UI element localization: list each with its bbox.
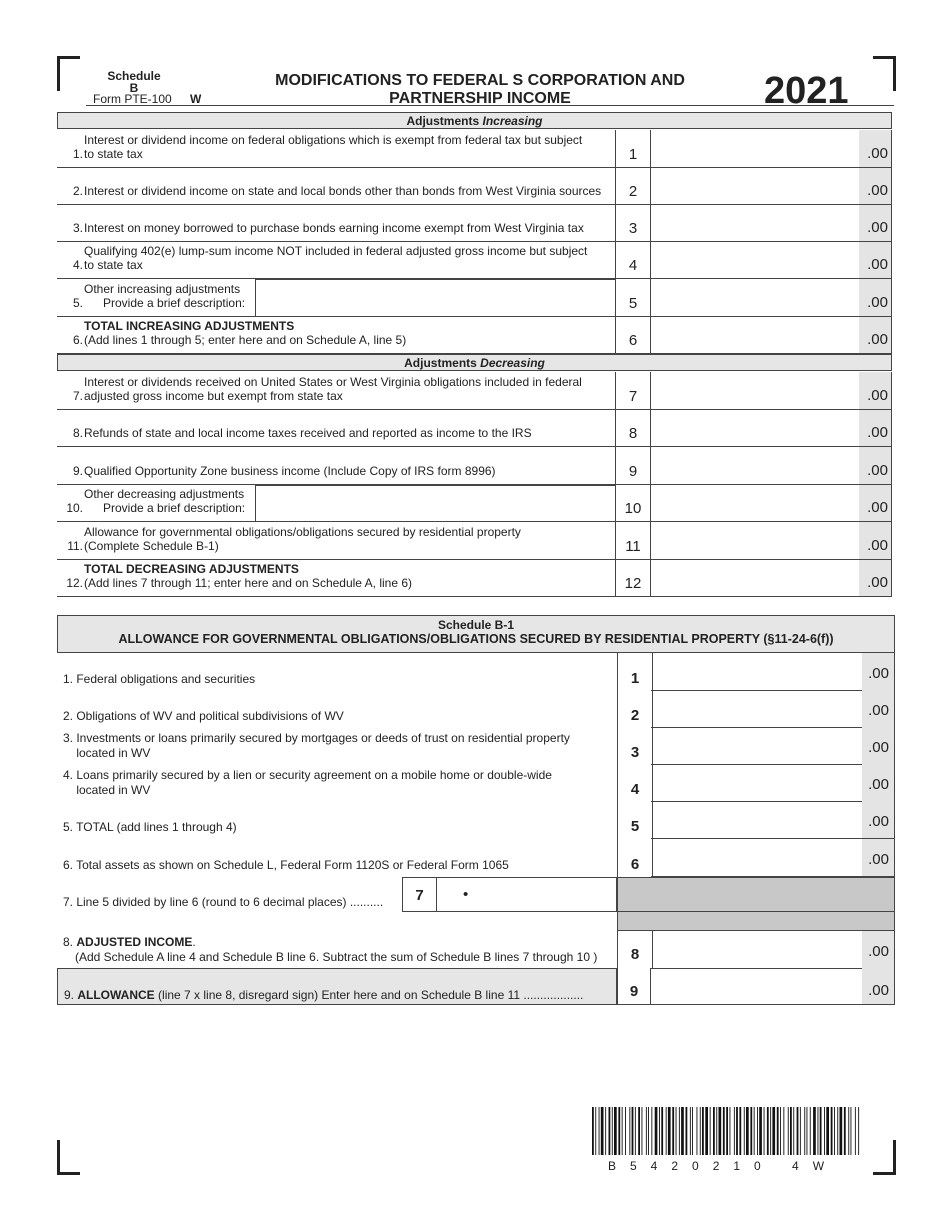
- cents-field: [859, 560, 891, 596]
- line-description: [57, 372, 615, 409]
- barcode-bar: [837, 1107, 838, 1155]
- barcode-bar: [632, 1107, 634, 1155]
- barcode-bar: [777, 1107, 779, 1155]
- corner-mark-top-left: [57, 56, 80, 91]
- line-number: 6.: [72, 333, 83, 347]
- b1-line-4: [57, 764, 895, 802]
- b1-amount-field[interactable]: [651, 727, 895, 765]
- line-text: Interest on money borrowed to purchase bonds earning income exempt from West Virginia tax: [84, 221, 584, 235]
- barcode-bar: [601, 1107, 604, 1155]
- b1-line-5: [57, 801, 895, 839]
- line-text: Qualifying 402(e) lump-sum income NOT included in federal adjusted gross income but subject: [84, 244, 588, 258]
- line-box-number: [615, 560, 651, 596]
- cents-value: .00: [867, 182, 888, 199]
- barcode: [592, 1107, 860, 1155]
- decreasing-line-10: [57, 485, 892, 522]
- line-description: [57, 205, 615, 241]
- line-text: Other decreasing adjustments: [84, 487, 245, 501]
- barcode-bar: [767, 1107, 769, 1155]
- b1-line-box-number-value: 4: [630, 781, 640, 798]
- amount-field[interactable]: [649, 447, 892, 484]
- line-box-number-value: 7: [628, 388, 638, 405]
- line-box-number: [615, 485, 651, 521]
- b1-line8-bold: ADJUSTED INCOME: [76, 935, 193, 949]
- b1-line-text-2: located in WV: [63, 746, 151, 760]
- barcode-bar: [813, 1107, 816, 1155]
- line-description: [57, 279, 615, 316]
- increasing-heading-prefix: Adjustments: [406, 114, 483, 128]
- line-text: Interest or dividends received on United States or West Virginia obligations included in federal: [84, 375, 582, 389]
- barcode-bar: [855, 1107, 856, 1155]
- cents-field: [859, 447, 891, 484]
- b1-line-box-number-value: 1: [630, 670, 640, 687]
- amount-field[interactable]: [649, 410, 892, 446]
- line-number: 1.: [72, 147, 83, 161]
- barcode-bar: [736, 1107, 738, 1155]
- b1-line-text-2: located in WV: [63, 783, 151, 797]
- form-suffix: W: [190, 92, 202, 106]
- barcode-bar: [840, 1107, 843, 1155]
- page-title: [230, 72, 730, 108]
- line-box-number: [615, 205, 651, 241]
- amount-field[interactable]: [649, 205, 892, 241]
- line-box-number-value: 3: [628, 220, 638, 237]
- barcode-bar: [661, 1107, 663, 1155]
- line-number: 2.: [72, 184, 83, 198]
- b1-cents-field: [862, 839, 894, 876]
- b1-line-text-2: 6. Total assets as shown on Schedule L, Federal Form 1120S or Federal Form 1065: [63, 858, 509, 872]
- b1-shaded-area: [617, 877, 895, 931]
- b1-line9-bold: ALLOWANCE: [77, 988, 155, 1002]
- line-box-number: [615, 410, 651, 446]
- b1-line-description: [57, 727, 617, 765]
- increasing-line-1: [57, 130, 892, 168]
- barcode-bar: [686, 1107, 688, 1155]
- tax-year: 2021: [764, 70, 849, 112]
- b1-line7-label: 7. Line 5 divided by line 6 (round to 6 decimal places) ..........: [63, 895, 384, 909]
- b1-line-box-number-value: 2: [630, 707, 640, 724]
- line-box-number-value: 8: [628, 425, 638, 442]
- barcode-bar: [648, 1107, 649, 1155]
- line-box-number: [615, 168, 651, 204]
- barcode-bar: [820, 1107, 822, 1155]
- b1-amount-field[interactable]: [651, 653, 895, 691]
- cents-field: [859, 485, 891, 521]
- line-box-number-value: 2: [628, 183, 638, 200]
- cents-value: .00: [867, 574, 888, 591]
- b1-cents-value: .00: [868, 851, 889, 868]
- title-line-1: MODIFICATIONS TO FEDERAL S CORPORATION AND: [275, 72, 685, 89]
- line-text: Refunds of state and local income taxes received and reported as income to the IRS: [84, 426, 532, 440]
- barcode-bar: [595, 1107, 596, 1155]
- barcode-text: B5420210 4W: [608, 1159, 839, 1173]
- line-box-number-value: 12: [624, 575, 642, 592]
- line-box-number: [615, 242, 651, 278]
- cents-value: .00: [867, 256, 888, 273]
- b1-line-6: [57, 839, 895, 877]
- b1-line9-box: 9: [617, 968, 651, 1005]
- barcode-bar: [681, 1107, 684, 1155]
- decreasing-line-12: [57, 560, 892, 597]
- barcode-bar: [592, 1107, 594, 1155]
- b1-line-box-number-value: 5: [630, 818, 640, 835]
- b1-line-text-2: 2. Obligations of WV and political subdivisions of WV: [63, 709, 344, 723]
- decimal-point: •: [463, 886, 469, 903]
- line-number: 3.: [72, 221, 83, 235]
- increasing-line-4: [57, 242, 892, 279]
- schedule-label: [100, 70, 168, 94]
- barcode-bar: [638, 1107, 640, 1155]
- barcode-bar: [723, 1107, 725, 1155]
- barcode-bar: [783, 1107, 784, 1155]
- b1-line-box-number-value: 6: [630, 856, 640, 873]
- schedule-b1-title: Schedule B-1: [437, 618, 515, 632]
- line-box-number-value: 9: [628, 463, 638, 480]
- cents-field: [859, 410, 891, 446]
- line-box-number-value: 10: [624, 500, 642, 517]
- b1-line8-subtext: (Add Schedule A line 4 and Schedule B line 6. Subtract the sum of Schedule B lines 7 through 10 ): [75, 950, 598, 964]
- line-text: Qualified Opportunity Zone business income (Include Copy of IRS form 8996): [84, 464, 496, 478]
- barcode-bar: [609, 1107, 611, 1155]
- line-text-2: (Add lines 7 through 11; enter here and on Schedule A, line 6): [84, 576, 413, 590]
- barcode-bar: [646, 1107, 647, 1155]
- barcode-bar: [726, 1107, 728, 1155]
- line-number: 11.: [67, 539, 83, 553]
- corner-mark-top-right: [873, 56, 896, 91]
- b1-line8-num: 8.: [63, 935, 74, 949]
- b1-line9-rest: (line 7 x line 8, disregard sign) Enter here and on Schedule B line 11 ..................: [158, 988, 584, 1002]
- line-text: Interest or dividend income on state and local bonds other than bonds from West Virginia sources: [84, 184, 602, 198]
- corner-mark-bottom-left: [57, 1140, 80, 1175]
- barcode-bar: [642, 1107, 643, 1155]
- cents-value: .00: [867, 424, 888, 441]
- barcode-bar: [713, 1107, 715, 1155]
- line-description: [57, 242, 615, 278]
- cents-field: [859, 130, 891, 167]
- line-text: Other increasing adjustments: [84, 282, 241, 296]
- barcode-bar: [635, 1107, 636, 1155]
- b1-line8-cents-value: .00: [868, 943, 889, 960]
- b1-line-3: [57, 727, 895, 765]
- b1-cents-field: [862, 653, 894, 690]
- cents-value: .00: [867, 537, 888, 554]
- schedule-b1-subtitle: ALLOWANCE FOR GOVERNMENTAL OBLIGATIONS/OBLIGATIONS SECURED BY RESIDENTIAL PROPERTY (§11-24-6(f)): [118, 632, 834, 646]
- barcode-bar: [690, 1107, 691, 1155]
- barcode-bar: [655, 1107, 658, 1155]
- schedule-word: Schedule: [107, 69, 161, 83]
- barcode-bar: [651, 1107, 652, 1155]
- barcode-bar: [659, 1107, 660, 1155]
- line-description: [57, 447, 615, 484]
- line-box-number: [615, 317, 651, 353]
- increasing-line-3: [57, 205, 892, 242]
- line-box-number: [615, 279, 651, 316]
- barcode-bar: [831, 1107, 833, 1155]
- b1-line-box-number: [617, 839, 653, 877]
- b1-line8-box: 8: [617, 931, 653, 968]
- cents-value: .00: [867, 387, 888, 404]
- increasing-line-6: [57, 317, 892, 354]
- b1-cents-value: .00: [868, 739, 889, 756]
- line-text-2: Provide a brief description:: [103, 296, 246, 310]
- line-number: 5.: [72, 296, 83, 310]
- amount-field[interactable]: [649, 372, 892, 409]
- cents-field: [859, 242, 891, 278]
- barcode-bar: [668, 1107, 671, 1155]
- barcode-bar: [754, 1107, 755, 1155]
- barcode-bar: [759, 1107, 762, 1155]
- line-text: TOTAL INCREASING ADJUSTMENTS: [84, 319, 295, 333]
- barcode-bar: [612, 1107, 613, 1155]
- decreasing-line-7: [57, 372, 892, 410]
- barcode-bar: [807, 1107, 808, 1155]
- line-text: Allowance for governmental obligations/obligations secured by residential property: [84, 525, 521, 539]
- line-text: TOTAL DECREASING ADJUSTMENTS: [84, 562, 299, 576]
- amount-field[interactable]: [649, 279, 892, 316]
- barcode-bar: [679, 1107, 680, 1155]
- line-box-number: [615, 372, 651, 409]
- b1-line-box-number: [617, 727, 653, 765]
- b1-cents-field: [862, 690, 894, 727]
- line-number: 10.: [66, 501, 83, 515]
- cents-field: [859, 279, 891, 316]
- barcode-bar: [744, 1107, 745, 1155]
- barcode-bar: [824, 1107, 825, 1155]
- barcode-bar: [848, 1107, 849, 1155]
- line-description: [57, 317, 615, 353]
- b1-cents-field: [862, 764, 894, 801]
- line-text-2: Provide a brief description:: [103, 501, 246, 515]
- decreasing-line-11: [57, 522, 892, 560]
- cents-value: .00: [867, 499, 888, 516]
- b1-line-description: [57, 690, 617, 728]
- b1-line9-row: [57, 968, 617, 1005]
- cents-field: [859, 205, 891, 241]
- schedule-b1-heading: [57, 615, 895, 653]
- b1-line8-label: 8. ADJUSTED INCOME. (Add Schedule A line 4 and Schedule B line 6. Subtract the sum of Schedule B lines 7 through 10 ): [63, 935, 598, 964]
- barcode-bar: [622, 1107, 623, 1155]
- b1-line9-num: 9.: [64, 988, 75, 1002]
- title-line-2: PARTNERSHIP INCOME: [389, 90, 571, 107]
- decreasing-heading-em: Decreasing: [480, 356, 545, 370]
- barcode-bar: [692, 1107, 693, 1155]
- barcode-bar: [750, 1107, 752, 1155]
- b1-amount-field[interactable]: [651, 801, 895, 839]
- barcode-bar: [697, 1107, 698, 1155]
- b1-line-box-number-value: 3: [630, 744, 640, 761]
- cents-field: [859, 317, 891, 353]
- b1-amount-field[interactable]: [651, 839, 895, 877]
- b1-shaded-divider: [617, 911, 895, 912]
- barcode-bar: [629, 1107, 630, 1155]
- increasing-line-2: [57, 168, 892, 205]
- barcode-bar: [618, 1107, 620, 1155]
- b1-line7-input[interactable]: [436, 877, 617, 912]
- b1-line-text-2: 1. Federal obligations and securities: [63, 672, 256, 686]
- barcode-bar: [810, 1107, 811, 1155]
- barcode-bar: [780, 1107, 781, 1155]
- decreasing-line-8: [57, 410, 892, 447]
- amount-field[interactable]: [649, 130, 892, 167]
- barcode-bar: [605, 1107, 606, 1155]
- barcode-bar: [672, 1107, 674, 1155]
- line-description: [57, 130, 615, 167]
- b1-line-2: [57, 690, 895, 728]
- barcode-bar: [716, 1107, 717, 1155]
- amount-field[interactable]: [649, 317, 892, 353]
- cents-value: .00: [867, 219, 888, 236]
- barcode-bar: [599, 1107, 600, 1155]
- b1-line-text: 3. Investments or loans primarily secured by mortgages or deeds of trust on residential property: [63, 731, 570, 745]
- b1-line-text: 4. Loans primarily secured by a lien or security agreement on a mobile home or double-wide: [63, 768, 552, 782]
- barcode-bar: [844, 1107, 846, 1155]
- line-box-number: [615, 130, 651, 167]
- line-number: 8.: [72, 426, 83, 440]
- b1-line9-amount[interactable]: [651, 968, 895, 1005]
- line-number: 4.: [72, 258, 83, 272]
- line-text-2: (Complete Schedule B-1): [84, 539, 219, 553]
- barcode-bar: [770, 1107, 771, 1155]
- barcode-bar: [746, 1107, 749, 1155]
- description-input[interactable]: [255, 279, 615, 316]
- b1-line-description: [57, 801, 617, 839]
- b1-line-box-number: [617, 764, 653, 802]
- b1-cents-value: .00: [868, 813, 889, 830]
- barcode-bar: [730, 1107, 731, 1155]
- decreasing-heading-prefix: Adjustments: [404, 356, 481, 370]
- barcode-bar: [793, 1107, 794, 1155]
- line-text-2: to state tax: [84, 258, 143, 272]
- line-box-number-value: 4: [628, 257, 638, 274]
- barcode-bar: [788, 1107, 789, 1155]
- barcode-bar: [851, 1107, 852, 1155]
- increasing-line-5: [57, 279, 892, 317]
- barcode-bar: [702, 1107, 704, 1155]
- b1-cents-value: .00: [868, 665, 889, 682]
- barcode-bar: [834, 1107, 835, 1155]
- amount-field[interactable]: [649, 168, 892, 204]
- line-number: 7.: [72, 389, 83, 403]
- amount-field[interactable]: [649, 522, 892, 559]
- barcode-bar: [757, 1107, 758, 1155]
- barcode-bar: [826, 1107, 829, 1155]
- schedule-letter: B: [129, 81, 139, 95]
- line-box-number-value: 6: [628, 332, 638, 349]
- b1-amount-field[interactable]: [651, 690, 895, 728]
- barcode-bar: [625, 1107, 626, 1155]
- decreasing-heading: [57, 354, 892, 371]
- b1-cents-field: [862, 801, 894, 838]
- barcode-bar: [804, 1107, 805, 1155]
- b1-cents-value: .00: [868, 776, 889, 793]
- b1-cents-value: .00: [868, 702, 889, 719]
- form-label: Form PTE-100: [93, 92, 172, 106]
- cents-field: [859, 522, 891, 559]
- corner-mark-bottom-right: [873, 1140, 896, 1175]
- line-number: 12.: [66, 576, 83, 590]
- line-text-2: to state tax: [84, 147, 143, 161]
- b1-line-box-number: [617, 801, 653, 839]
- b1-line7-box: 7: [402, 877, 436, 912]
- barcode-bar: [719, 1107, 722, 1155]
- b1-line9-label: [64, 988, 583, 1002]
- line-description: [57, 560, 615, 596]
- b1-line-description: [57, 839, 617, 877]
- line-text-2: (Add lines 1 through 5; enter here and on Schedule A, line 5): [84, 333, 407, 347]
- line-box-number-value: 11: [625, 538, 641, 555]
- cents-value: .00: [867, 331, 888, 348]
- cents-field: [859, 168, 891, 204]
- amount-field[interactable]: [649, 560, 892, 596]
- barcode-bar: [710, 1107, 711, 1155]
- increasing-heading: [57, 112, 892, 129]
- barcode-bar: [614, 1107, 617, 1155]
- b1-line8-amount[interactable]: [651, 931, 895, 969]
- b1-cents-field: [862, 727, 894, 764]
- line-box-number: [615, 522, 651, 559]
- barcode-bar: [739, 1107, 741, 1155]
- decreasing-line-9: [57, 447, 892, 485]
- cents-value: .00: [867, 462, 888, 479]
- line-text: Interest or dividend income on federal obligations which is exempt from federal tax but subject: [84, 133, 583, 147]
- line-description: [57, 522, 615, 559]
- line-box-number-value: 1: [628, 146, 638, 163]
- barcode-bar: [800, 1107, 801, 1155]
- line-text-2: adjusted gross income but exempt from state tax: [84, 389, 343, 403]
- b1-line-description: [57, 764, 617, 802]
- amount-field[interactable]: [649, 242, 892, 278]
- barcode-bar: [858, 1107, 859, 1155]
- amount-field[interactable]: [649, 485, 892, 521]
- cents-value: .00: [867, 145, 888, 162]
- b1-line-1: [57, 653, 895, 691]
- line-box-number-value: 5: [628, 295, 638, 312]
- barcode-bar: [734, 1107, 735, 1155]
- barcode-bar: [676, 1107, 677, 1155]
- barcode-bar: [666, 1107, 667, 1155]
- b1-line9-cents-value: .00: [868, 982, 889, 999]
- cents-field: [859, 372, 891, 409]
- b1-line-box-number: [617, 653, 653, 691]
- line-number: 9.: [72, 464, 83, 478]
- increasing-heading-em: Increasing: [482, 114, 543, 128]
- b1-line9-cents: [862, 968, 894, 1004]
- description-input[interactable]: [255, 485, 615, 521]
- barcode-bar: [797, 1107, 799, 1155]
- barcode-bar: [705, 1107, 708, 1155]
- barcode-bar: [818, 1107, 819, 1155]
- barcode-bar: [700, 1107, 701, 1155]
- b1-line-text-2: 5. TOTAL (add lines 1 through 4): [63, 820, 237, 834]
- barcode-bar: [772, 1107, 775, 1155]
- barcode-bar: [790, 1107, 792, 1155]
- cents-value: .00: [867, 294, 888, 311]
- b1-line-box-number: [617, 690, 653, 728]
- b1-line-description: [57, 653, 617, 691]
- b1-amount-field[interactable]: [651, 764, 895, 802]
- line-description: [57, 485, 615, 521]
- line-description: [57, 168, 615, 204]
- line-description: [57, 410, 615, 446]
- barcode-bar: [764, 1107, 765, 1155]
- line-box-number: [615, 447, 651, 484]
- b1-line8-cents: [862, 931, 894, 968]
